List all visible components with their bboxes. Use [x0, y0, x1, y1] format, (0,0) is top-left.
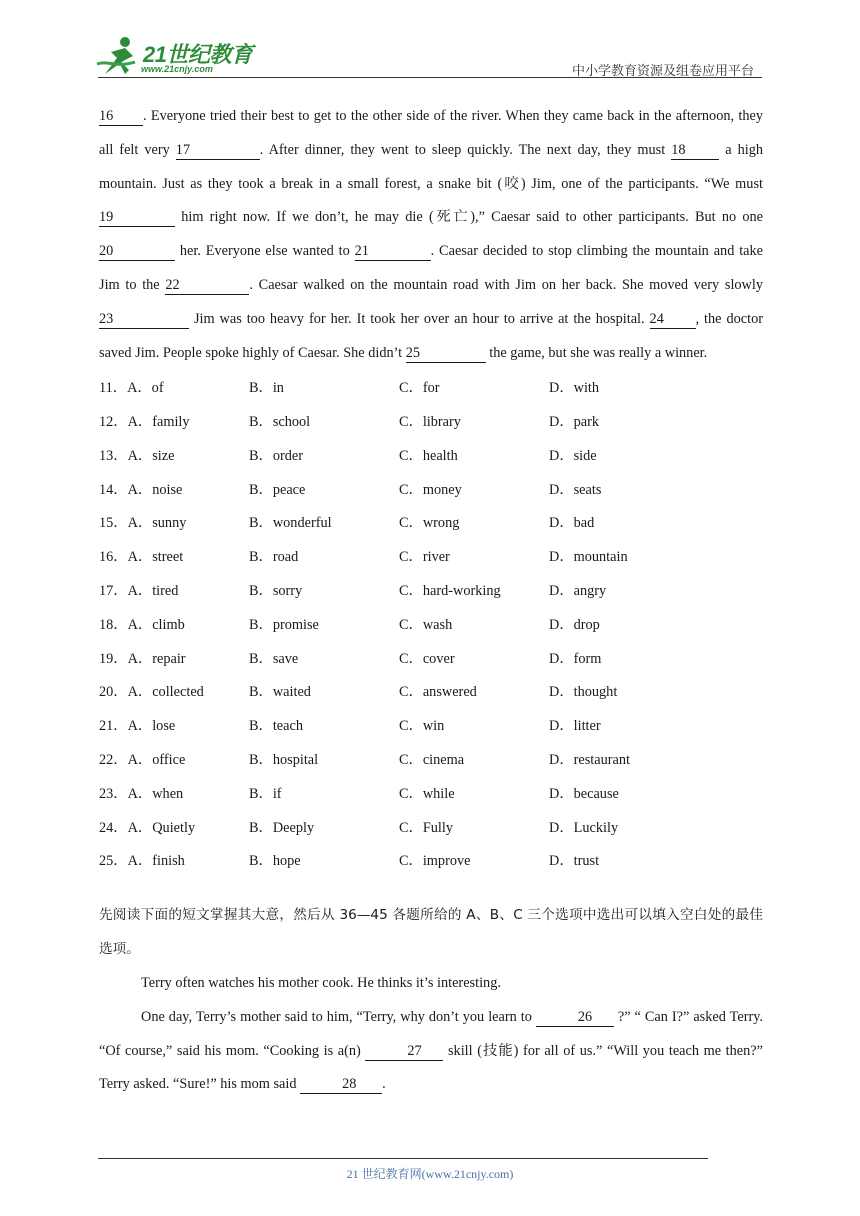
question-row [99, 776, 763, 810]
site-logo [95, 34, 260, 78]
header-divider [98, 77, 762, 78]
reading-section [99, 899, 763, 1102]
question-option-c: C．while [399, 785, 455, 802]
passage-text: him right now. If we don’t, he may die (死亡),” Caesar said to other participants. But no [175, 209, 737, 226]
question-option-d: D．bad [549, 515, 595, 532]
question-option-b: B．teach [249, 718, 303, 735]
blank-22: 22 [165, 277, 249, 295]
question-option-b: B．hospital [249, 752, 319, 769]
passage-text: skill (技能) for all of us.” “Will you teach me then?” Terry asked. “Sure!” his mom said [99, 1042, 763, 1093]
blank-19: 19 [99, 209, 175, 227]
question-option-b: B．road [249, 549, 299, 566]
blank-28: 28 [300, 1076, 382, 1094]
question-option-d: D．because [549, 785, 619, 802]
question-option-d: D．park [549, 414, 600, 431]
question-option-b: B．promise [249, 616, 319, 633]
passage-text: a high mountain. Just as they took a break in a small forest, a snake bit (咬) Jim, one of the participants. “We [99, 141, 763, 192]
question-option-a: 17．A．tired [99, 583, 179, 600]
passage-text: the game, but she [485, 344, 590, 361]
blank-24: 24 [650, 311, 696, 329]
question-option-d: D．with [549, 380, 600, 397]
passage-text: . [382, 1076, 386, 1093]
question-option-c: C．health [399, 447, 458, 464]
question-option-a: 19．A．repair [99, 650, 186, 667]
blank-25: 25 [406, 345, 486, 363]
question-option-c: C．cinema [399, 752, 465, 769]
question-option-a: 14．A．noise [99, 481, 183, 498]
question-option-b: B．wonderful [249, 515, 332, 532]
question-option-b: B．hope [249, 853, 301, 870]
question-option-a: 13．A．size [99, 447, 175, 464]
passage-text: and take Jim to the [99, 243, 764, 293]
passage-text: very slowly [693, 276, 764, 293]
page-footer: 21 世纪教育网(www.21cnjy.com) [346, 1167, 514, 1181]
passage-text: One day, Terry’s mother said to him, “Terry, why don’t you learn to [141, 1008, 536, 1025]
passage-text: was really a winner. [592, 344, 708, 361]
question-option-d: D．mountain [549, 549, 628, 566]
question-option-d: D．side [549, 447, 597, 464]
question-option-b: B．sorry [249, 583, 303, 600]
question-option-d: D．Luckily [549, 819, 619, 836]
passage-text: . After dinner, they went to sleep quickly. The next day, they must [259, 141, 672, 158]
question-row [99, 404, 763, 438]
question-row [99, 810, 763, 844]
passage-text: one [742, 209, 764, 226]
question-option-a: 22．A．office [99, 752, 186, 769]
question-option-c: C．answered [399, 684, 477, 701]
question-option-c: C．Fully [399, 819, 454, 836]
blank-23: 23 [99, 311, 189, 329]
runner-logo-icon [95, 34, 143, 78]
question-option-d: D．litter [549, 718, 601, 735]
question-row [99, 472, 763, 506]
question-option-c: C．wash [399, 616, 453, 633]
passage-text: . Everyone tried their best to get to the other side of the river. When they came back in the afternoon, [143, 108, 735, 124]
document-body [99, 100, 763, 1102]
question-option-a: 20．A．collected [99, 684, 204, 701]
question-option-c: C．hard-working [399, 583, 501, 600]
blank-27: 27 [365, 1043, 443, 1061]
question-row [99, 675, 763, 709]
question-row [99, 573, 763, 607]
question-row [99, 370, 763, 404]
question-row [99, 641, 763, 675]
question-option-d: D．seats [549, 481, 602, 498]
question-option-b: B．if [249, 785, 282, 802]
question-option-b: B．waited [249, 684, 311, 701]
question-option-c: C．improve [399, 853, 471, 870]
question-option-c: C．wrong [399, 515, 460, 532]
section-instruction: 先阅读下面的短文掌握其大意，然后从 36—45 各题所给的 A、B、C 三个选项中选出可以填入空白处的最佳选项。 [99, 907, 763, 958]
question-option-b: B．peace [249, 481, 306, 498]
question-option-c: C．for [399, 380, 440, 397]
question-row [99, 844, 763, 878]
page-header [0, 0, 860, 80]
question-option-d: D．restaurant [549, 752, 630, 769]
passage-text: her. Everyone else wanted to [175, 243, 355, 260]
passage-paragraph-2 [99, 1001, 763, 1102]
answer-options [99, 370, 763, 877]
question-option-d: D．form [549, 650, 602, 667]
passage-paragraph-1: Terry often watches his mother cook. He thinks it’s interesting. [141, 974, 501, 991]
question-option-d: D．trust [549, 853, 600, 870]
question-row [99, 506, 763, 540]
question-option-d: D．thought [549, 684, 618, 701]
question-option-a: 16．A．street [99, 549, 184, 566]
question-option-a: 24．A．Quietly [99, 819, 196, 836]
passage-text: they all felt very [99, 108, 764, 158]
question-row [99, 438, 763, 472]
passage-text: . Caesar decided to stop climbing the mountain [430, 243, 709, 260]
question-option-a: 15．A．sunny [99, 515, 187, 532]
question-option-c: C．library [399, 414, 461, 431]
question-option-b: B．order [249, 447, 303, 464]
question-option-a: 18．A．climb [99, 616, 185, 633]
question-option-d: D．angry [549, 583, 607, 600]
question-row [99, 708, 763, 742]
question-option-b: B．school [249, 414, 311, 431]
blank-17: 17 [176, 142, 260, 160]
question-row [99, 607, 763, 641]
question-option-c: C．cover [399, 650, 455, 667]
question-row [99, 742, 763, 776]
question-row [99, 539, 763, 573]
blank-21: 21 [355, 243, 431, 261]
question-option-b: B．in [249, 380, 284, 397]
question-option-a: 23．A．when [99, 785, 184, 802]
question-option-d: D．drop [549, 616, 600, 633]
blank-18: 18 [671, 142, 719, 160]
question-option-c: C．win [399, 718, 445, 735]
passage-text: Jim was too heavy for her. It took her over an hour to arrive at the hospital. [189, 310, 645, 327]
blank-26: 26 [536, 1009, 614, 1027]
question-option-c: C．river [399, 549, 450, 566]
logo-text: 21世纪教育 [143, 42, 253, 67]
passage-text: ?” “ Can I?” asked Terry. “Of course,” said his mom. “Cooking is a(n) [99, 1008, 764, 1059]
blank-20: 20 [99, 243, 175, 261]
question-option-a: 25．A．finish [99, 853, 185, 870]
question-option-a: 11．A．of [99, 380, 164, 397]
logo-url: www.21cnjy.com [141, 64, 213, 74]
header-platform-text: 中小学教育资源及组卷应用平台 [571, 64, 754, 79]
blank-16: 16 [99, 108, 143, 126]
question-option-b: B．Deeply [249, 819, 315, 836]
question-option-a: 21．A．lose [99, 718, 176, 735]
passage-text: must [735, 175, 763, 192]
question-option-c: C．money [399, 481, 462, 498]
footer-divider [98, 1158, 708, 1159]
passage-text: , the doctor saved Jim. People spoke highly of Caesar. She didn’t [99, 310, 763, 361]
question-option-a: 12．A．family [99, 414, 190, 431]
passage-text: . Caesar walked on the mountain road with Jim on her back. She moved [249, 276, 689, 293]
question-option-b: B．save [249, 650, 299, 667]
cloze-passage [99, 100, 763, 370]
